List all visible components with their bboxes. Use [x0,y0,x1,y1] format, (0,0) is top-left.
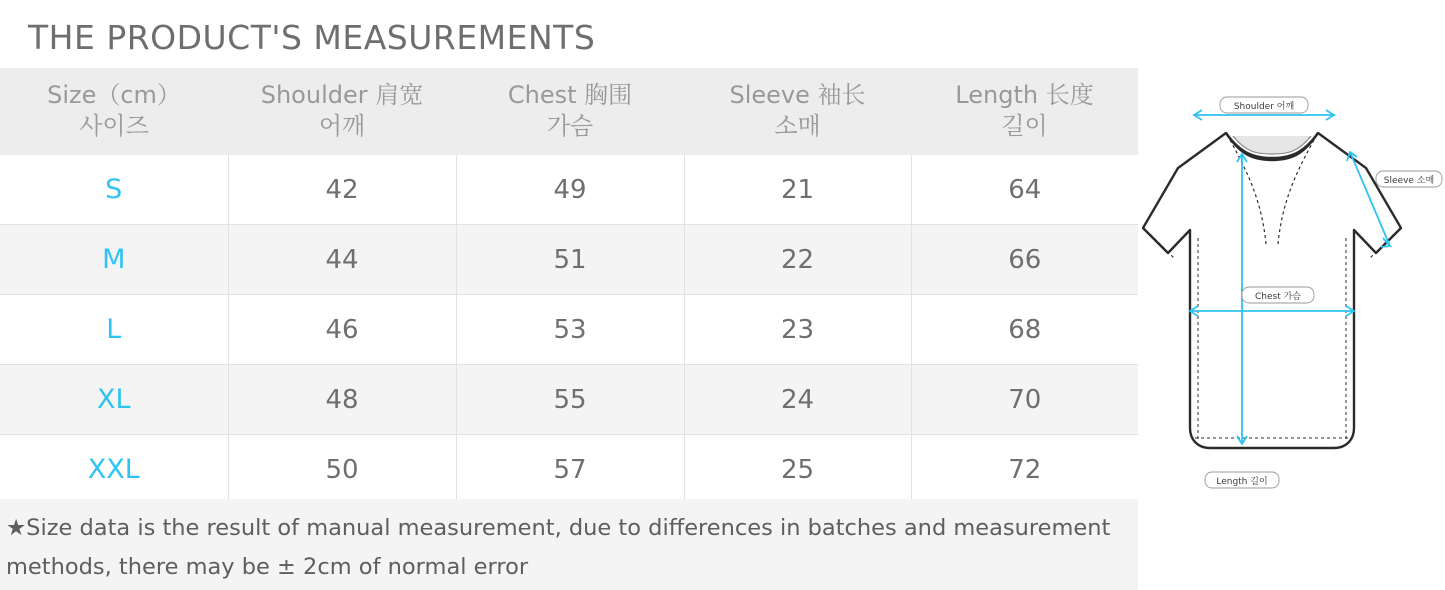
table-row [0,295,1138,365]
column-header-chest [456,68,684,155]
cell-size: L [0,295,228,365]
cell-sleeve: 22 [684,225,911,295]
column-header-length [911,68,1138,155]
table-header-row [0,68,1138,155]
column-header-chest-line1: Chest 胸围 [507,81,633,109]
tshirt-diagram [1138,68,1445,498]
table-row [0,155,1138,225]
column-header-size [0,68,228,155]
cell-size: XL [0,365,228,435]
measurements-table-container [0,68,1138,505]
measurements-table [0,68,1138,505]
column-header-sleeve-line1: Sleeve 袖长 [729,81,866,109]
table-row [0,435,1138,505]
cell-size: XXL [0,435,228,505]
cell-sleeve: 25 [684,435,911,505]
cell-length: 72 [911,435,1138,505]
column-header-shoulder-line1: Shoulder 肩宽 [260,81,424,109]
cell-sleeve: 21 [684,155,911,225]
cell-chest: 51 [456,225,684,295]
column-header-sleeve [684,68,911,155]
cell-shoulder: 48 [228,365,456,435]
cell-shoulder: 44 [228,225,456,295]
sleeve-label [1376,171,1442,187]
cell-size: M [0,225,228,295]
chest-label [1242,287,1314,303]
table-header [0,68,1138,155]
column-header-shoulder [228,68,456,155]
cell-size: S [0,155,228,225]
length-label [1205,472,1279,488]
cell-length: 64 [911,155,1138,225]
sleeve-label-text: Sleeve 소매 [1383,176,1435,186]
shoulder-label-text: Shoulder 어깨 [1233,102,1295,112]
cell-sleeve: 24 [684,365,911,435]
cell-shoulder: 50 [228,435,456,505]
measurement-disclaimer: ★Size data is the result of manual measurement, due to differences in batches and measurement methods, there may be ± 2cm of normal error [0,499,1138,590]
column-header-chest-line2: 가슴 [546,111,594,140]
table-row [0,225,1138,295]
column-header-shoulder-line2: 어깨 [318,111,366,140]
column-header-size-line2: 사이즈 [79,111,149,140]
column-header-length-line2: 길이 [1001,111,1048,140]
length-label-text: Length 길이 [1216,477,1268,487]
page-title: THE PRODUCT'S MEASUREMENTS [28,18,596,57]
cell-length: 66 [911,225,1138,295]
chest-label-text: Chest 가슴 [1255,292,1301,302]
table-body [0,155,1138,505]
shoulder-label [1220,97,1308,113]
table-row [0,365,1138,435]
column-header-length-line1: Length 长度 [955,81,1094,109]
cell-chest: 57 [456,435,684,505]
cell-chest: 49 [456,155,684,225]
column-header-size-line1: Size（cm） [47,81,181,109]
cell-length: 70 [911,365,1138,435]
cell-length: 68 [911,295,1138,365]
cell-shoulder: 46 [228,295,456,365]
cell-chest: 55 [456,365,684,435]
cell-shoulder: 42 [228,155,456,225]
cell-sleeve: 23 [684,295,911,365]
column-header-sleeve-line2: 소매 [774,111,821,140]
cell-chest: 53 [456,295,684,365]
